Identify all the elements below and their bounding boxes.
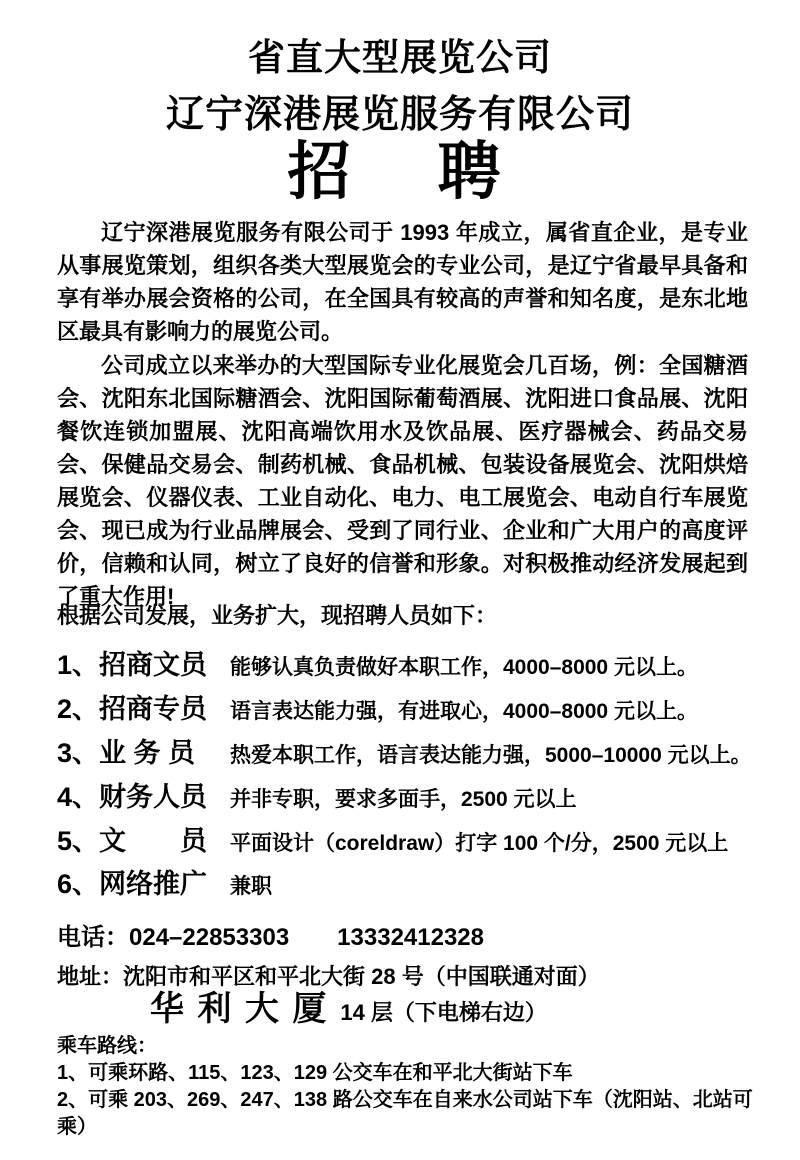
position-desc: 热爱本职工作，语言表达能力强，5000–10000 元以上。 [230,744,752,767]
route-line-1: 1、可乘环路、115、123、129 公交车在和平北大街站下车 [57,1062,573,1084]
phone-label: 电话： [57,924,129,951]
position-desc: 平面设计（coreldraw）打字 100 个/分，2500 元以上 [230,832,729,855]
position-row [57,824,760,859]
building-floor-detail: 14 层（下电梯右边） [340,1000,547,1025]
position-title: 3、业 务 员 [57,738,196,768]
phone-number-1: 024–22853303 [129,924,290,951]
phone-line [57,922,484,954]
company-history-paragraph: 公司成立以来举办的大型国际专业化展览会几百场，例：全国糖酒会、沈阳东北国际糖酒会、沈阳国际葡萄酒展、沈阳进口食品展、沈阳餐饮连锁加盟展、沈阳高端饮用水及饮品展、医疗器械会、药品交易会、保健品交易会、制药机械、食品机械、包装设备展览会、沈阳烘焙展览会、仪器仪表、工业自动化、电力、电工展览会、电动自行车展览会、现已成为行业品牌展会、受到了同行业、企业和广大用户的高度评价，信赖和认同，树立了良好的信誉和形象。对积极推动经济发展起到了重大作用! [57,353,748,609]
position-title: 4、财务人员 [57,782,208,812]
position-title: 5、文 员 [57,826,208,856]
position-row [57,780,760,815]
building-line [150,988,547,1034]
position-row [57,867,760,902]
phone-number-2: 13332412328 [337,924,484,951]
position-desc: 语言表达能力强，有进取心，4000–8000 元以上。 [230,700,698,723]
routes-title: 乘车路线： [57,1035,157,1057]
company-type-title: 省直大型展览公司 [248,37,552,78]
position-row [57,736,760,771]
address-line: 地址：沈阳市和平区和平北大街 28 号（中国联通对面） [57,964,600,989]
company-intro-paragraph: 辽宁深港展览服务有限公司于 1993 年成立，属省直企业，是专业从事展览策划，组织各类大型展览会的专业公司，是辽宁省最早具备和享有举办展会资格的公司，在全国具有较高的声誉和知名度，是东北地区最具有影响力的展览公司。 [57,220,748,344]
position-title: 2、招商专员 [57,694,208,724]
position-desc: 兼职 [230,875,272,898]
position-row [57,692,760,727]
position-desc: 能够认真负责做好本职工作，4000–8000 元以上。 [230,656,698,679]
building-name: 华 利 大 厦 [150,990,329,1028]
recruitment-lead: 根据公司发展，业务扩大，现招聘人员如下： [57,603,498,628]
position-row [57,648,760,683]
position-desc: 并非专职，要求多面手，2500 元以上 [230,788,577,811]
recruitment-headline: 招 聘 [287,137,513,207]
company-name-title: 辽宁深港展览服务有限公司 [165,94,634,136]
position-title: 1、招商文员 [57,650,208,680]
route-line-2: 2、可乘 203、269、247、138 路公交车在自来水公司站下车（沈阳站、北站可乘） [57,1089,753,1138]
bus-routes [57,1033,770,1141]
position-title: 6、网络推广 [57,869,208,899]
